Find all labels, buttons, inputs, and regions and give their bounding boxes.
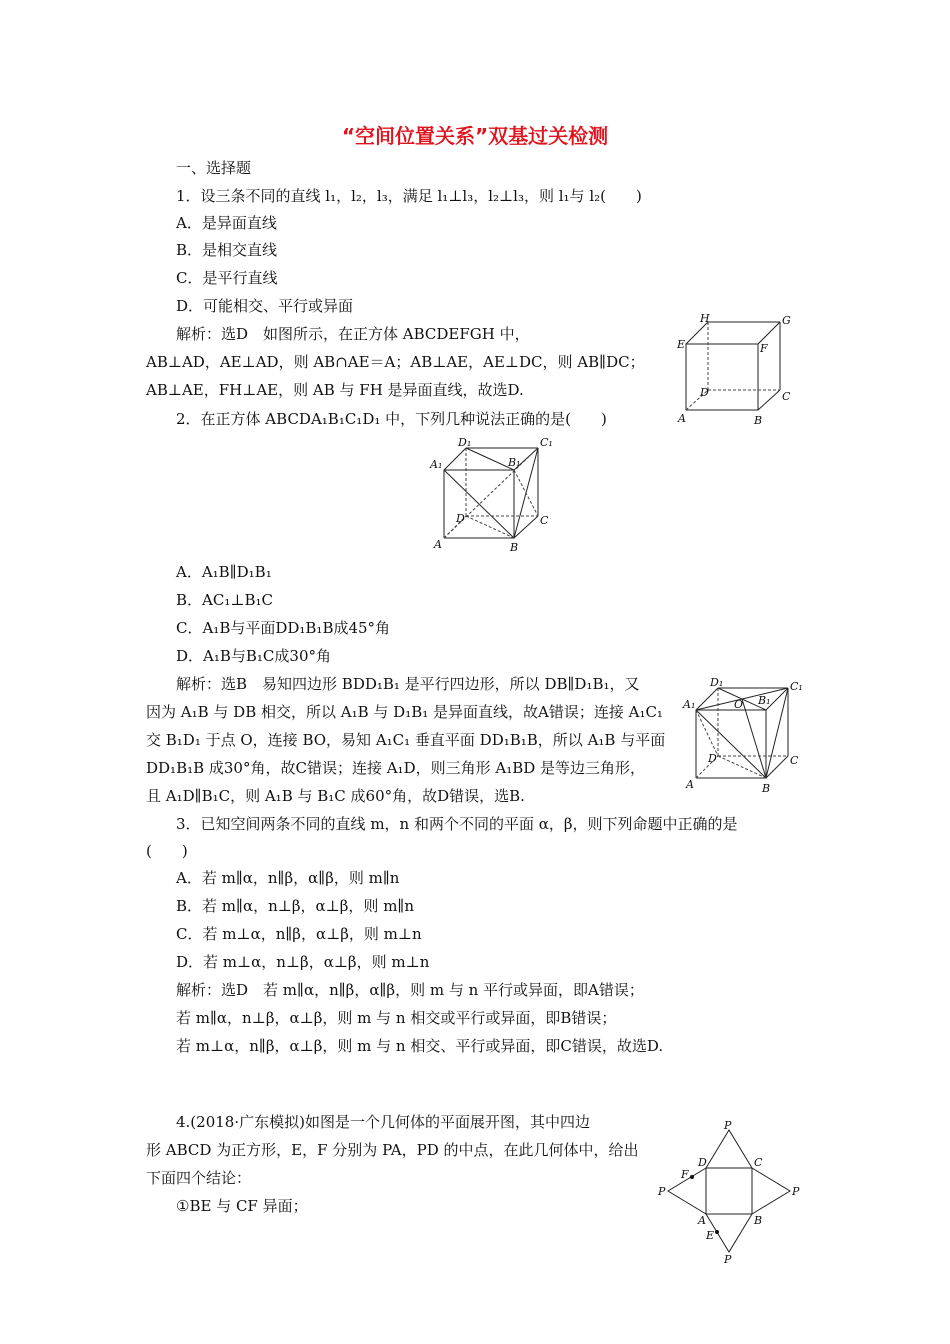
q4-stem-line3: 下面四个结论： [146,1169,252,1187]
cube-figure-q1 [676,310,796,430]
q3-analysis-line3: 若 m⊥α，n∥β，α⊥β，则 m 与 n 相交、平行或异面，即C错误，故选D. [176,1037,664,1055]
label-d: D [708,752,717,765]
label-c: C [782,390,791,403]
q1-option-c: C．是平行直线 [176,269,278,287]
label-d1: D₁ [458,436,472,449]
label-b: B [510,541,519,554]
label-f: F [681,1168,689,1181]
q3-option-b: B．若 m∥α，n⊥β，α⊥β，则 m∥n [176,897,415,915]
label-p-top: P [724,1120,732,1132]
q2-analysis-line2: 因为 A₁B 与 DB 相交，所以 A₁B 与 D₁B₁ 是异面直线，故A错误；连接 A₁C₁ [146,703,663,721]
label-c: C [540,514,549,527]
q4-item-1: ①BE 与 CF 异面； [176,1197,308,1215]
cube-figure-q2-analysis [682,672,810,796]
label-a: A [434,538,442,551]
q1-option-b: B．是相交直线 [176,241,278,259]
label-g: G [782,314,791,327]
q1-option-a: A．是异面直线 [176,214,277,232]
label-c: C [790,754,799,767]
label-d1: D₁ [710,676,724,689]
label-e: E [677,338,686,351]
label-d: D [456,512,465,525]
label-h: H [700,312,710,325]
label-c1: C₁ [790,680,803,693]
label-f: F [760,342,768,355]
section-heading: 一、选择题 [176,159,252,177]
label-a1: A₁ [430,458,443,471]
q3-option-a: A．若 m∥α，n∥β，α∥β，则 m∥n [176,869,400,887]
q2-option-c: C．A₁B与平面DD₁B₁B成45°角 [176,619,391,637]
q2-option-b: B．AC₁⊥B₁C [176,591,273,609]
q2-stem: 2．在正方体 ABCDA₁B₁C₁D₁ 中，下列几种说法正确的是( ) [176,410,607,428]
point-e [715,1230,719,1234]
q1-option-d: D．可能相交、平行或异面 [176,297,354,315]
page-title: “空间位置关系”双基过关检测 [341,124,609,148]
label-d: D [698,1156,707,1169]
label-b1: B₁ [758,694,771,707]
label-p-right: P [792,1185,800,1198]
q1-stem: 1．设三条不同的直线 l₁，l₂，l₃，满足 l₁⊥l₃，l₂⊥l₃，则 l₁与 l₂( ) [176,187,642,205]
label-a: A [698,1214,706,1227]
label-a: A [678,412,686,425]
label-b: B [754,414,763,427]
label-c1: C₁ [540,436,553,449]
q2-analysis-line3: 交 B₁D₁ 于点 O，连接 BO，易知 A₁C₁ 垂直平面 DD₁B₁B，所以 A₁B 与平面 [146,731,666,749]
q3-stem-line1: 3．已知空间两条不同的直线 m，n 和两个不同的平面 α，β，则下列命题中正确的是 [176,815,738,833]
q3-analysis-line1: 解析：选D 若 m∥α，n∥β，α∥β，则 m 与 n 平行或异面，即A错误； [176,981,644,999]
cube-figure-q2 [428,434,560,554]
label-b: B [754,1214,763,1227]
q4-stem-line1: 4.(2018·广东模拟)如图是一个几何体的平面展开图，其中四边 [176,1113,590,1131]
label-b: B [762,782,771,795]
q1-analysis-line3: AB⊥AE，FH⊥AE，则 AB 与 FH 是异面直线，故选D. [146,381,524,399]
label-p-bottom: P [724,1253,732,1266]
q3-option-c: C．若 m⊥α，n∥β，α⊥β，则 m⊥n [176,925,422,943]
label-a: A [686,778,694,791]
label-d: D [700,386,709,399]
q2-analysis-line1: 解析：选B 易知四边形 BDD₁B₁ 是平行四边形，所以 DB∥D₁B₁，又 [176,675,640,693]
q1-analysis-line2: AB⊥AD，AE⊥AD，则 AB∩AE＝A；AB⊥AE，AE⊥DC，则 AB∥DC； [146,353,645,371]
pyramid-net-figure [656,1120,804,1266]
q1-analysis-line1: 解析：选D 如图所示，在正方体 ABCDEFGH 中， [176,325,530,343]
q2-analysis-line5: 且 A₁D∥B₁C，则 A₁B 与 B₁C 成60°角，故D错误，选B. [146,787,525,805]
q2-analysis-line4: DD₁B₁B 成30°角，故C错误；连接 A₁D，则三角形 A₁BD 是等边三角形， [146,759,646,777]
point-f [690,1175,694,1179]
q3-option-d: D．若 m⊥α，n⊥β，α⊥β，则 m⊥n [176,953,430,971]
q4-stem-line2: 形 ABCD 为正方形，E，F 分别为 PA，PD 的中点，在此几何体中，给出 [146,1141,639,1159]
label-c: C [754,1156,763,1169]
q3-analysis-line2: 若 m∥α，n⊥β，α⊥β，则 m 与 n 相交或平行或异面，即B错误； [176,1009,617,1027]
label-b1: B₁ [508,456,521,469]
label-e: E [706,1229,715,1242]
q3-stem-line2: ( ) [146,842,188,860]
q2-option-a: A．A₁B∥D₁B₁ [176,563,272,581]
label-a1: A₁ [683,698,696,711]
q2-option-d: D．A₁B与B₁C成30°角 [176,647,331,665]
label-o: O [734,698,744,711]
label-p-left: P [658,1185,666,1198]
